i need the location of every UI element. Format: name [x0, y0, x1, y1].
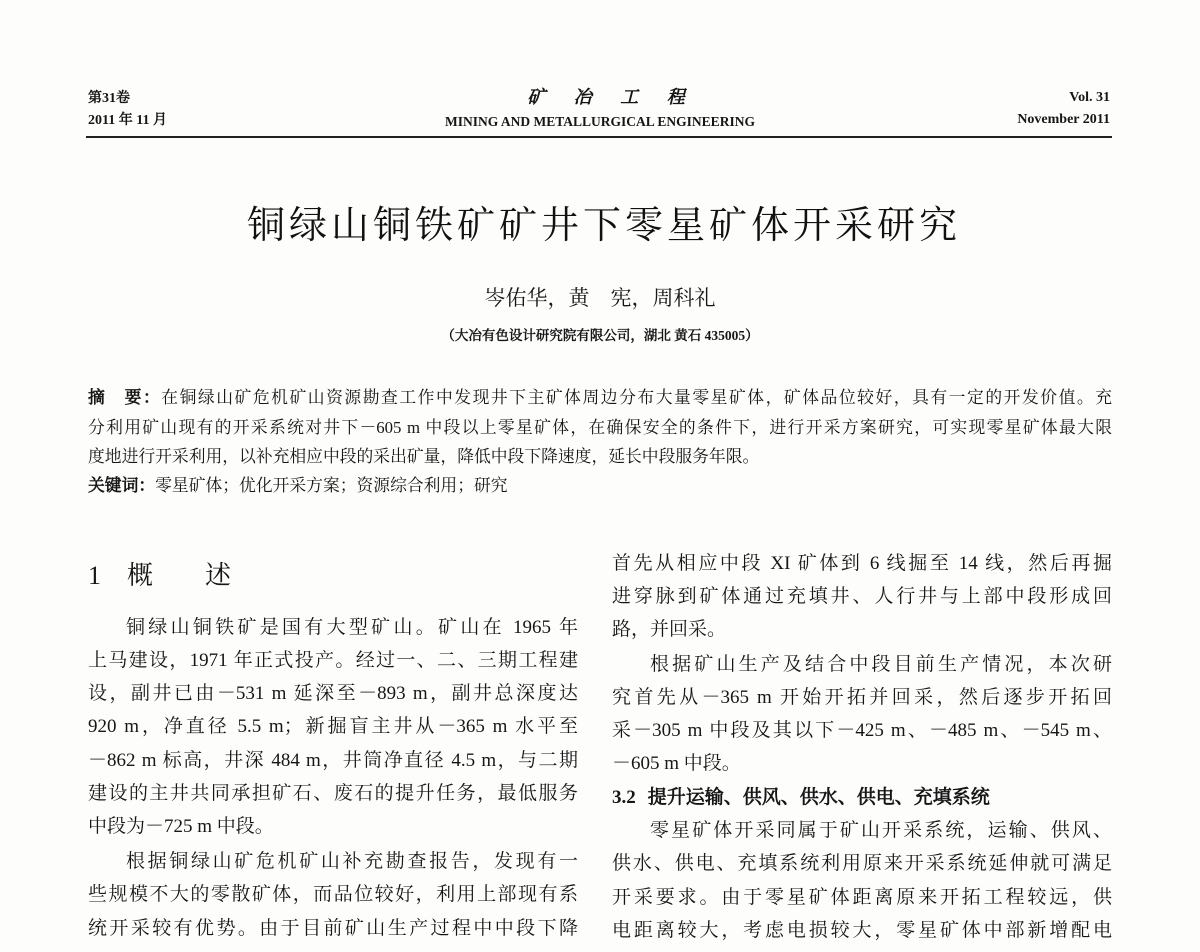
abstract-line: 分利用矿山现有的开采系统对井下－605 m 中段以上零星矿体，在确保安全的条件下，进行开采方案研究，可实现零星矿体最大限	[88, 417, 1112, 437]
abstract-line	[88, 383, 1112, 412]
paragraph-line: 统开采较有优势。由于目前矿山生产过程中中段下降	[88, 917, 578, 939]
paragraph-line: 中段为－725 m 中段。	[88, 816, 274, 838]
header-rule	[86, 136, 1112, 138]
header-journal-cn: 矿 冶 工 程	[527, 87, 697, 107]
abstract-label: 摘 要：	[88, 388, 162, 408]
paragraph	[612, 547, 1112, 647]
abstract	[88, 383, 1112, 500]
header-date-cn: 2011 年 11 月	[88, 113, 167, 128]
section-gap	[101, 561, 127, 591]
paragraph-line: 设，副井已由－531 m 延深至－893 m，副井总深度达	[88, 683, 578, 705]
paragraph-line: －862 m 标高，井深 484 m，井筒净直径 4.5 m，与二期	[88, 749, 578, 771]
section-number: 1	[88, 561, 101, 590]
paragraph	[88, 611, 578, 844]
section-title: 概 述	[127, 561, 232, 591]
subsection-title: 提升运输、供风、供水、供电、充填系统	[647, 786, 990, 808]
paper-affiliation: （大冶有色设计研究院有限公司，湖北 黄石 435005）	[441, 328, 759, 343]
paragraph-line: 根据铜绿山矿危机矿山补充勘查报告，发现有一	[126, 851, 578, 872]
paragraph-line: 零星矿体开采同属于矿山开采系统，运输、供风、	[650, 820, 1112, 841]
header-volume-cn: 第31卷	[88, 91, 130, 106]
header-volume-en: Vol. 31	[1069, 90, 1110, 105]
paragraph-line: 路，并回采。	[612, 619, 727, 641]
paragraph-line: 进穿脉到矿体通过充填井、人行井与上部中段形成回	[612, 585, 1112, 607]
subsection-number: 3.2	[612, 786, 636, 808]
paragraph-line: 电距离较大，考虑电损较大，零星矿体中部新增配电	[612, 919, 1112, 941]
header-journal-en: MINING AND METALLURGICAL ENGINEERING	[445, 114, 755, 129]
paragraph-line: 究首先从－365 m 开始开拓并回采，然后逐步开拓回	[612, 686, 1112, 708]
keywords-line	[88, 471, 1112, 500]
paragraph-line: 建设的主井共同承担矿石、废石的提升任务，最低服务	[88, 782, 578, 804]
paragraph	[612, 648, 1112, 781]
paragraph-line: 920 m，净直径 5.5 m；新掘盲主井从－365 m 水平至	[88, 716, 578, 738]
section-heading	[88, 559, 231, 593]
paragraph	[612, 814, 1112, 947]
paragraph-line: 上马建设，1971 年正式投产。经过一、二、三期工程建	[88, 649, 578, 671]
paragraph-line: 铜绿山铜铁矿是国有大型矿山。矿山在 1965 年	[126, 616, 578, 638]
keywords-text: 零星矿体；优化开采方案；资源综合利用；研究	[155, 476, 508, 496]
abstract-text: 在铜绿山矿危机矿山资源勘查工作中发现井下主矿体周边分布大量零星矿体，矿体品位较好，具有一定的开发价值。充	[161, 388, 1112, 408]
abstract-line: 度地进行开采利用，以补充相应中段的采出矿量，降低中段下降速度，延长中段服务年限。	[88, 446, 760, 466]
keywords-label: 关键词：	[88, 476, 156, 496]
paragraph-line: 供水、供电、充填系统利用原来开采系统延伸就可满足	[612, 853, 1112, 875]
paragraph-line: 根据矿山生产及结合中段目前生产情况，本次研	[650, 653, 1112, 675]
paragraph-line: 采－305 m 中段及其以下－425 m、－485 m、－545 m、	[612, 720, 1112, 742]
paper-title: 铜绿山铜铁矿矿井下零星矿体开采研究	[246, 203, 961, 247]
header-date-en: November 2011	[1017, 112, 1110, 127]
paragraph	[88, 845, 578, 945]
paragraph-line: 些规模不大的零散矿体，而品位较好，利用上部现有系	[88, 884, 578, 906]
paragraph-line: 开采要求。由于零星矿体距离原来开拓工程较远，供	[612, 886, 1112, 908]
paragraph-line: －605 m 中段。	[612, 753, 741, 775]
paper-authors: 岑佑华，黄 宪，周科礼	[484, 286, 716, 310]
subsection-heading	[612, 781, 990, 814]
paragraph-line: 首先从相应中段 XI 矿体到 6 线掘至 14 线，然后再掘	[612, 552, 1112, 574]
